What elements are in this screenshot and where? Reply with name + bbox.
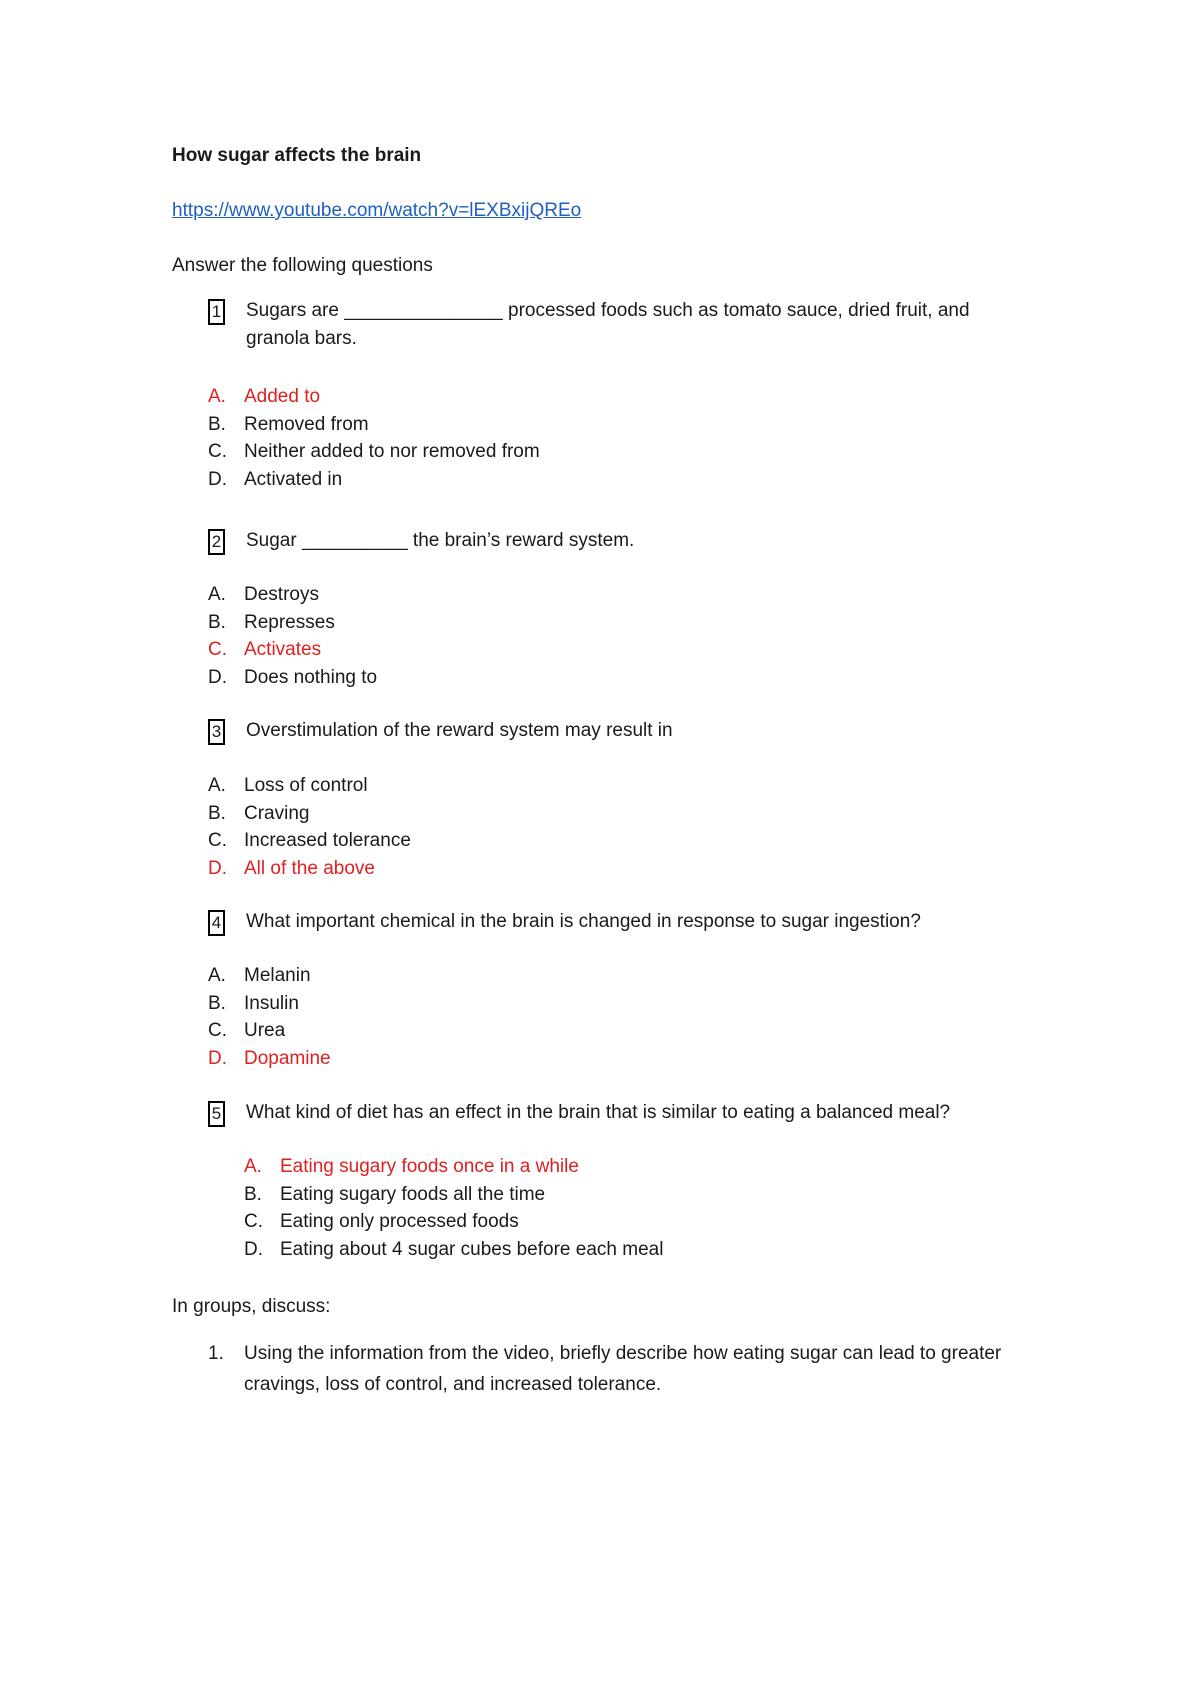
option-text: Increased tolerance	[244, 830, 411, 851]
option-text: Added to	[244, 386, 321, 407]
option-text: Eating only processed foods	[280, 1211, 519, 1232]
option-letter: B.	[208, 413, 226, 435]
question-number: 3	[208, 719, 225, 745]
question-number: 4	[208, 910, 225, 936]
option-text: Urea	[244, 1020, 286, 1041]
question-text: Sugar __________ the brain’s reward system.	[246, 530, 635, 551]
option-text: Activates	[244, 639, 322, 660]
option-letter: B.	[208, 611, 226, 633]
question-text: Overstimulation of the reward system may result in	[246, 720, 673, 741]
option-letter: A.	[244, 1156, 262, 1177]
question-number: 1	[208, 299, 225, 325]
page-title: How sugar affects the brain	[172, 145, 422, 166]
option-letter: C.	[244, 1211, 263, 1232]
discussion-item-1	[208, 1338, 1014, 1400]
option-letter: B.	[208, 802, 226, 824]
option-letter: D.	[208, 666, 227, 688]
question-text: What important chemical in the brain is changed in response to sugar ingestion?	[246, 911, 921, 932]
instructions-text: Answer the following questions	[172, 255, 433, 276]
question-1	[208, 297, 1016, 353]
option-text: Loss of control	[244, 775, 368, 796]
option-text: Eating about 4 sugar cubes before each meal	[280, 1238, 664, 1260]
option-text: Removed from	[244, 413, 369, 435]
option-letter: C.	[208, 639, 227, 660]
option-text: Neither added to nor removed from	[244, 441, 540, 462]
option-letter: A.	[208, 775, 226, 796]
question-5	[208, 1099, 1016, 1127]
option-text: Melanin	[244, 965, 311, 986]
discussion-item-text: Using the information from the video, briefly describe how eating sugar can lead to greater cravings, loss of control, and increased tolerance.	[244, 1343, 1002, 1395]
question-4	[208, 908, 1016, 936]
option-text: Eating sugary foods all the time	[280, 1183, 546, 1205]
option-letter: A.	[208, 386, 226, 407]
option-letter: A.	[208, 584, 226, 605]
option-letter: C.	[208, 441, 227, 462]
option-letter: D.	[208, 468, 227, 490]
option-text: Eating sugary foods once in a while	[280, 1156, 579, 1177]
option-letter: D.	[208, 1047, 227, 1069]
option-letter: D.	[208, 857, 227, 879]
question-2	[208, 527, 1016, 555]
option-text: Destroys	[244, 584, 319, 605]
option-letter: C.	[208, 1020, 227, 1041]
option-text: Insulin	[244, 992, 299, 1014]
question-number: 5	[208, 1101, 225, 1127]
discussion-item-number: 1.	[208, 1343, 224, 1364]
question-text: What kind of diet has an effect in the brain that is similar to eating a balanced meal?	[246, 1102, 951, 1123]
option-text: Craving	[244, 802, 310, 824]
discussion-heading: In groups, discuss:	[172, 1296, 331, 1317]
question-3	[208, 717, 1016, 745]
option-text: Activated in	[244, 468, 343, 490]
video-link[interactable]: https://www.youtube.com/watch?v=lEXBxijQREo	[172, 200, 582, 221]
option-text: All of the above	[244, 857, 375, 879]
option-text: Does nothing to	[244, 666, 378, 688]
option-text: Dopamine	[244, 1047, 331, 1069]
question-text: Sugars are _______________ processed foods such as tomato sauce, dried fruit, and granola bars.	[246, 300, 970, 349]
option-letter: D.	[244, 1238, 263, 1260]
option-text: Represses	[244, 611, 335, 633]
option-letter: B.	[244, 1183, 262, 1205]
option-letter: C.	[208, 830, 227, 851]
question-number: 2	[208, 529, 225, 555]
option-letter: A.	[208, 965, 226, 986]
option-letter: B.	[208, 992, 226, 1014]
